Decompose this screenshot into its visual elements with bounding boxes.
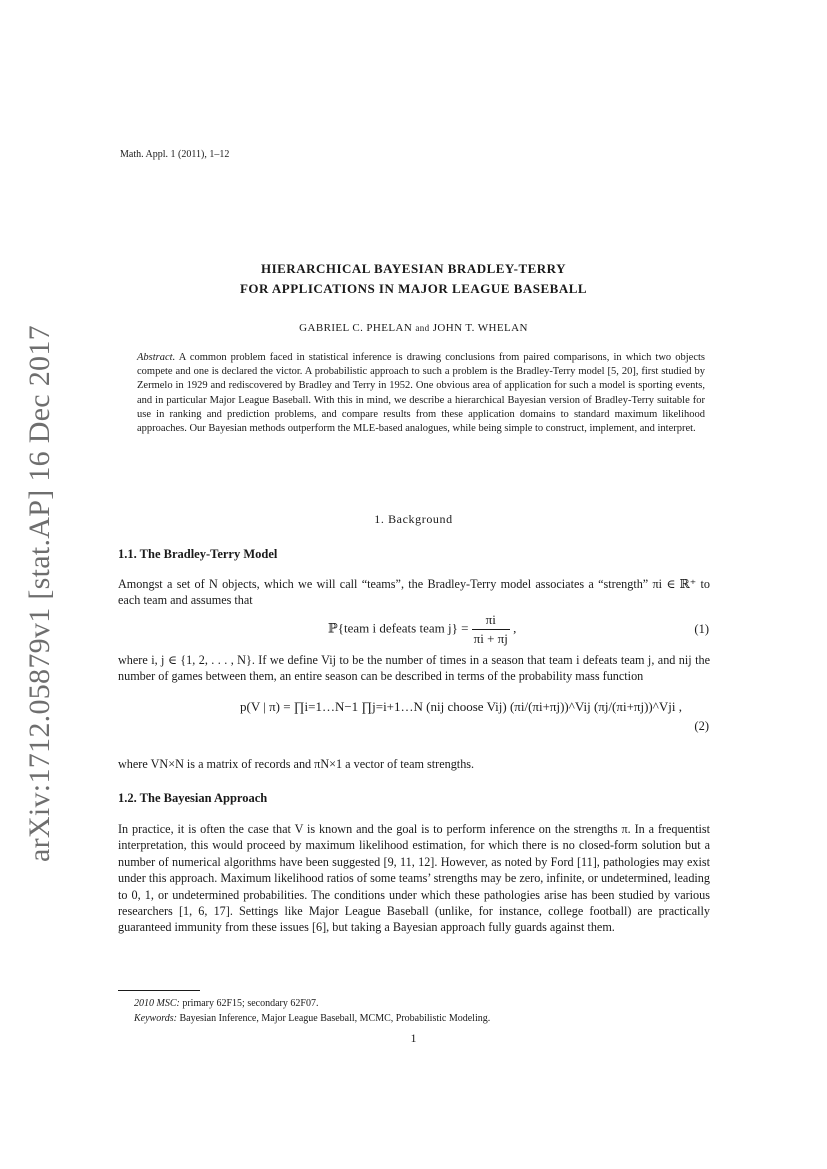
subsection-heading-1-1: 1.1. The Bradley-Terry Model xyxy=(118,547,278,561)
paragraph-season-definition: where i, j ∈ {1, 2, . . . , N}. If we define Vij to be the number of times in a season that team i defeats team j, and nij the number of games between them, an entire season can be described in terms of the probability mass function xyxy=(118,653,710,684)
journal-citation: Math. Appl. 1 (2011), 1–12 xyxy=(120,149,230,160)
footnote-msc xyxy=(134,998,318,1009)
abstract-label: Abstract. xyxy=(137,352,176,363)
equation-1-tail: , xyxy=(513,620,517,636)
author-2: JOHN T. WHELAN xyxy=(432,322,528,334)
equation-1-denominator: πi + πj xyxy=(473,631,508,646)
section-heading: 1. Background xyxy=(374,512,453,526)
paper-title-line-1: HIERARCHICAL BAYESIAN BRADLEY-TERRY xyxy=(260,261,567,276)
equation-1-fraction xyxy=(472,612,510,647)
footnote-msc-label: 2010 MSC: xyxy=(134,998,180,1009)
subsection-heading-1-2: 1.2. The Bayesian Approach xyxy=(118,791,268,805)
author-conjunction: and xyxy=(415,323,430,333)
equation-2: p(V | π) = ∏i=1…N−1 ∏j=i+1…N (nij choose Vij) (πi/(πi+πj))^Vij (πj/(πi+πj))^Vji , xyxy=(240,699,682,714)
equation-1-number: (1) xyxy=(694,622,709,636)
abstract-text: A common problem faced in statistical inference is drawing conclusions from paired comparisons, in which two objects compete and one is declared the victor. A probabilistic approach to such a problem is the Bradley-Terry model [5, 20], first studied by Zermelo in 1929 and rediscovered by Bradley and Terry in 1952. One obvious area of application for such a model is sporting events, and in particular Major League Baseball. With this in mind, we describe a hierarchical Bayesian version of Bradley-Terry suitable for use in ranking and prediction problems, and compare results from these application domains to standard maximum likelihood approaches. Our Bayesian methods outperform the MLE-based analogues, while being simple to construct, implement, and interpret. xyxy=(137,352,706,435)
footnote-keywords-label: Keywords: xyxy=(134,1013,177,1024)
equation-1-numerator: πi xyxy=(472,612,510,630)
equation-2-number: (2) xyxy=(694,719,709,733)
footnote-rule xyxy=(118,990,200,991)
arxiv-sidebar-stamp: arXiv:1712.05879v1 [stat.AP] 16 Dec 2017 xyxy=(23,325,56,862)
paper-title-line-2: FOR APPLICATIONS IN MAJOR LEAGUE BASEBALL xyxy=(239,281,588,296)
equation-1-lhs: ℙ{team i defeats team j} = xyxy=(328,620,469,636)
abstract xyxy=(137,351,705,436)
equation-1 xyxy=(328,612,516,647)
paragraph-matrix-definition: where VN×N is a matrix of records and πN×1 a vector of team strengths. xyxy=(118,757,475,771)
footnote-msc-text: primary 62F15; secondary 62F07. xyxy=(182,998,319,1009)
page-number: 1 xyxy=(410,1031,417,1045)
author-list xyxy=(0,322,827,334)
footnote-keywords xyxy=(134,1013,490,1024)
author-1: GABRIEL C. PHELAN xyxy=(299,322,413,334)
paragraph-model-intro: Amongst a set of N objects, which we will call “teams”, the Bradley-Terry model associates a “strength” πi ∈ ℝ⁺ to each team and assumes that xyxy=(118,577,710,608)
paragraph-bayesian-approach: In practice, it is often the case that V is known and the goal is to perform inference on the strengths π. In a frequentist interpretation, this would proceed by maximum likelihood estimation, for which there is no closed-form solution but a number of numerical algorithms have been suggested [9, 11, 12]. However, as noted by Ford [11], pathologies may exist under this approach. Maximum likelihood ratios of some teams’ strengths may be zero, infinite, or undetermined, leading to 0, 1, or undetermined probabilities. The conditions under which these pathologies arise has been studied by various researchers [1, 6, 17]. Settings like Major League Baseball (unlike, for instance, college football) are practically guaranteed immunity from these issues [6], but taking a Bayesian approach fully guards against them. xyxy=(118,822,710,935)
footnote-keywords-text: Bayesian Inference, Major League Baseball, MCMC, Probabilistic Modeling. xyxy=(179,1013,491,1024)
